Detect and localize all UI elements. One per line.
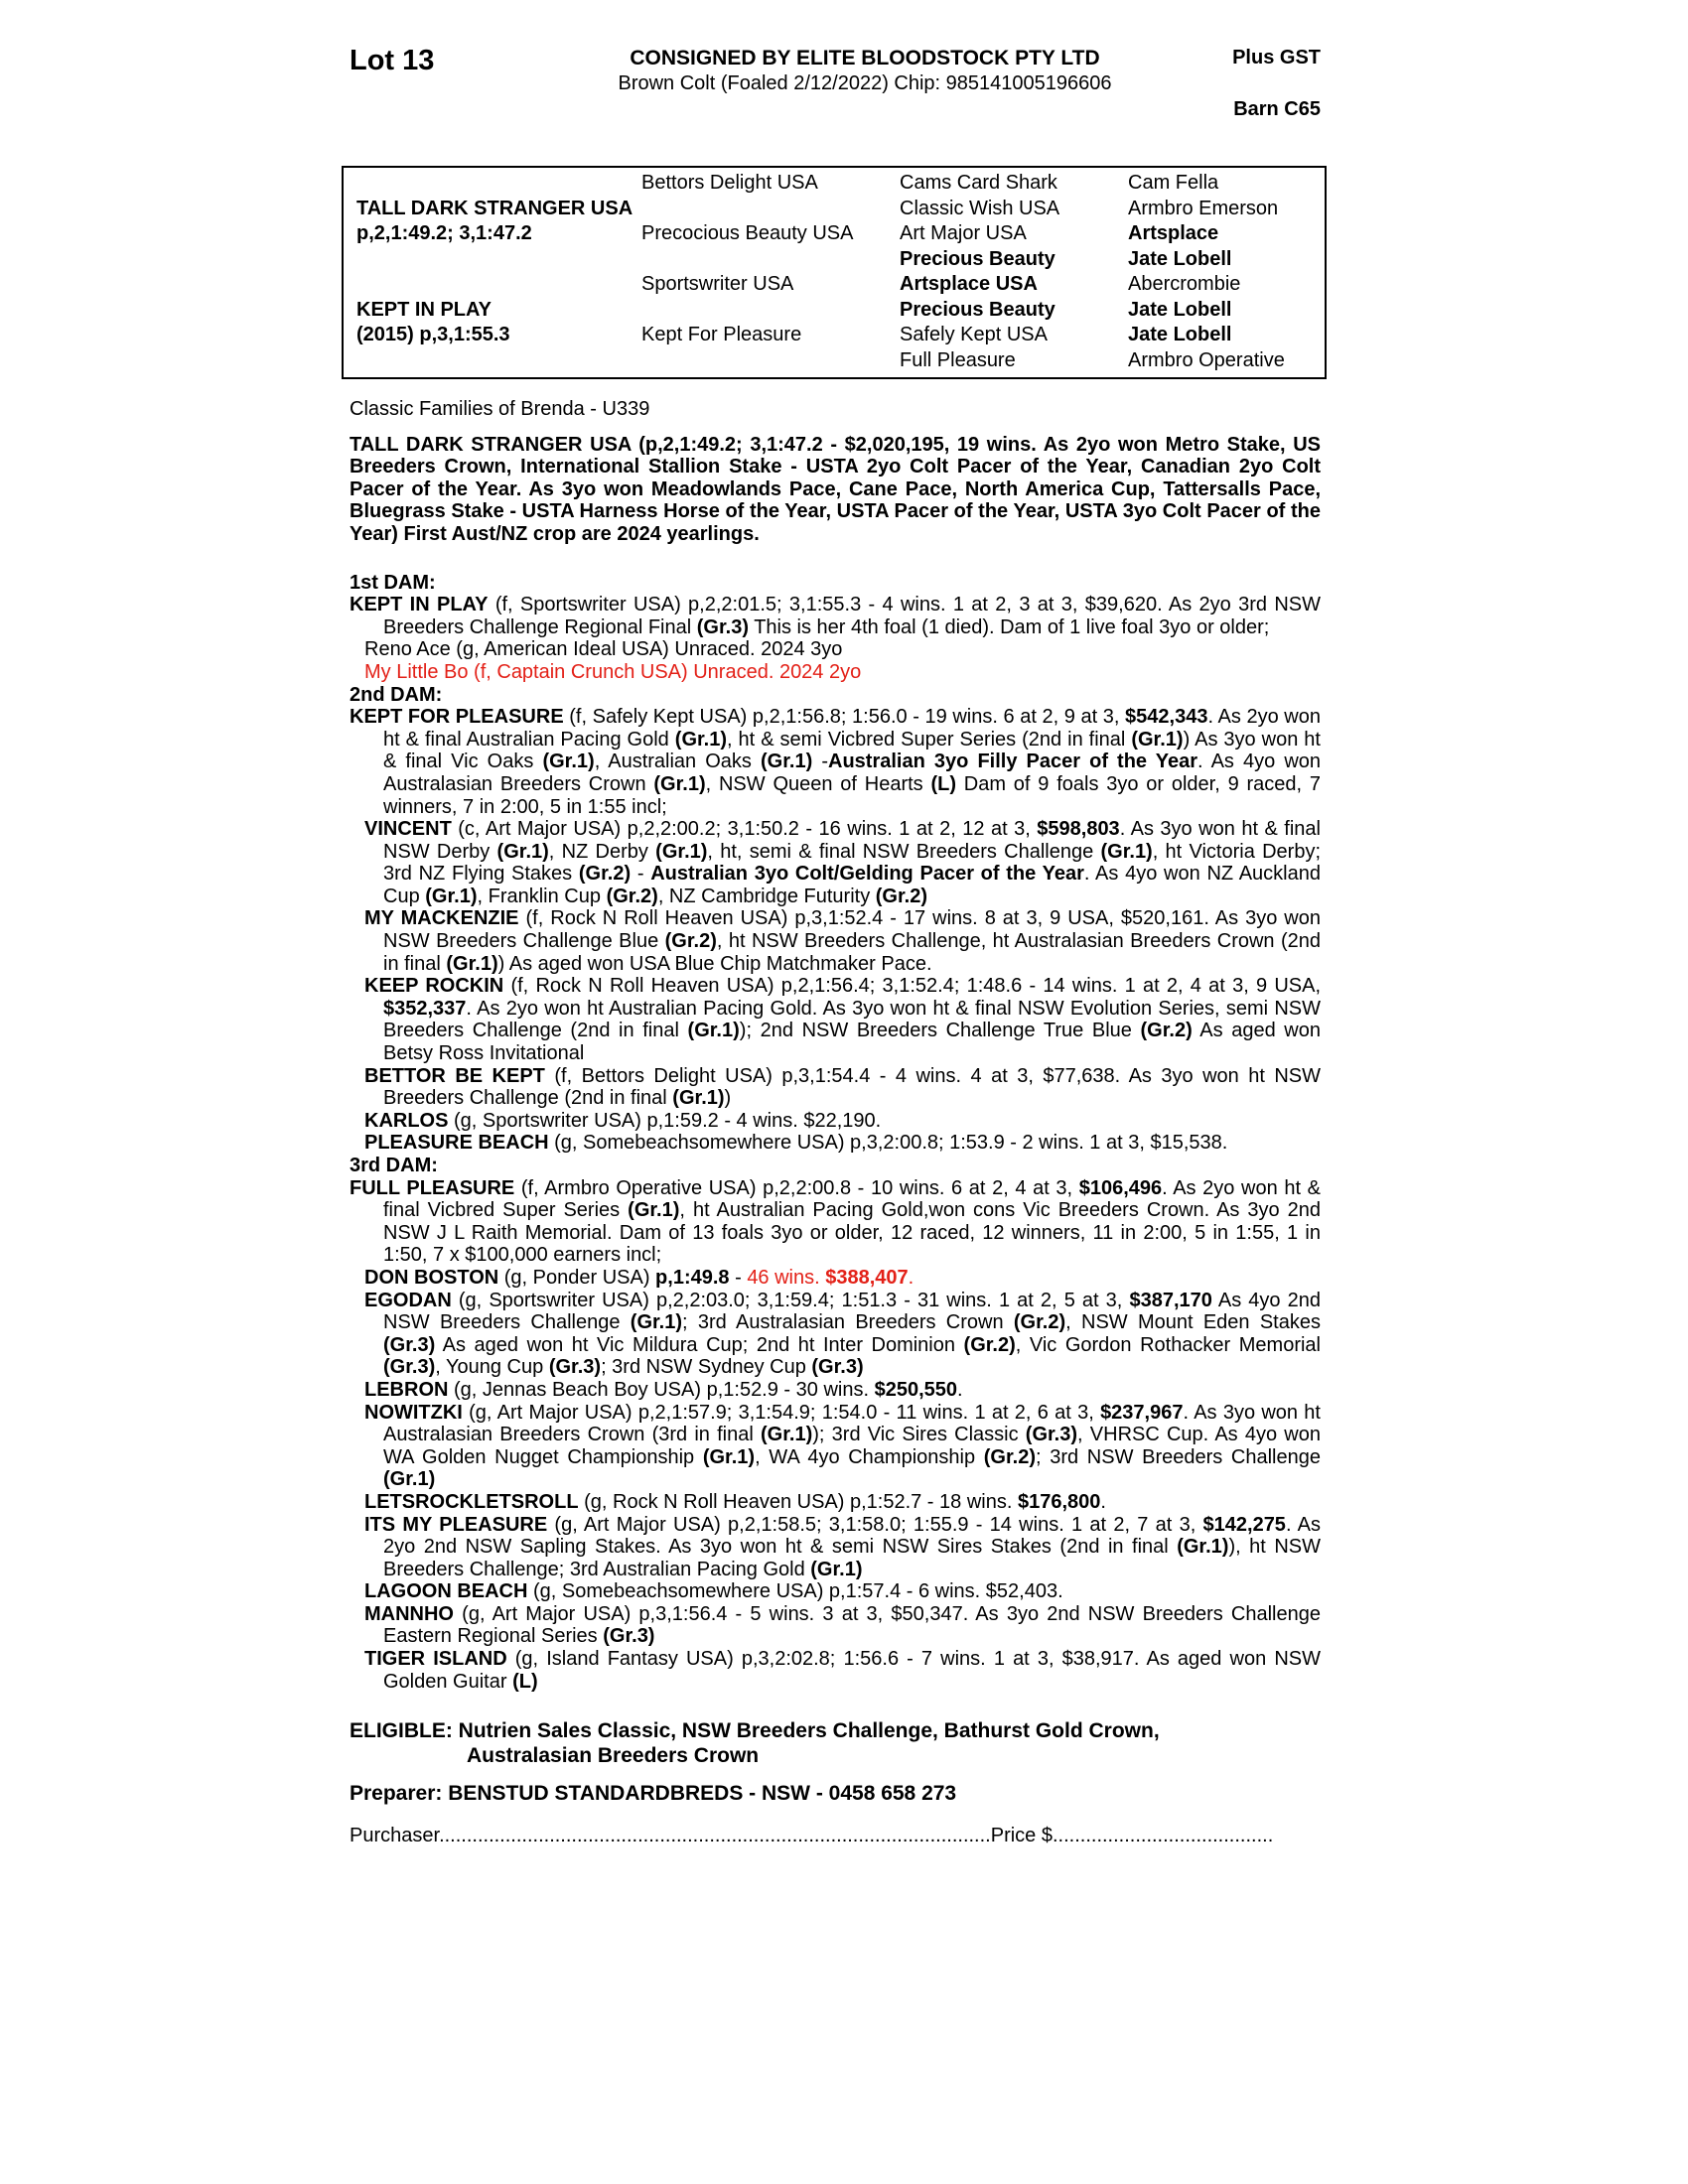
pedigree-cell: (2015) p,3,1:55.3 [356,324,510,345]
purchaser-label: Purchaser [350,1825,440,1847]
sire-paragraph: TALL DARK STRANGER USA (p,2,1:49.2; 3,1:47.2 - $2,020,195, 19 wins. As 2yo won Metro Stake, US Breeders Crown, International Stallion Stake - USTA 2yo Colt Pacer of the Year, Canadian 2yo Colt Pacer of the Year. As 3yo won Meadowlands Pace, Cane Pace, North America Cup, Tattersalls Pace, Bluegrass Stake - USTA Harness Horse of the Year, USTA Pacer of the Year, USTA 3yo Colt Pacer of the Year) First Aust/NZ crop are 2024 yearlings. [350,433,1321,545]
first-dam-heading: 1st DAM: [350,571,436,594]
dam-kept-for-pleasure: KEPT FOR PLEASURE (f, Safely Kept USA) p,2,1:56.8; 1:56.0 - 19 wins. 6 at 2, 9 at 3, $542,343. As 2yo won ht & final Australian Pacing Gold (Gr.1), ht & semi Vicbred Super Series (2nd in final (Gr.1)) As 3yo won ht & final Vic Oaks (Gr.1), Australian Oaks (Gr.1) -Australian 3yo Filly Pacer of the Year. As 4yo won Australasian Breeders Crown (Gr.1), NSW Queen of Hearts (L) Dam of 9 foals 3yo or older, 9 raced, 7 winners, 7 in 2:00, 5 in 1:55 incl; [350,706,1322,818]
pedigree-cell [344,171,641,197]
pedigree-table [342,166,1327,379]
progeny-egodan: EGODAN (g, Sportswriter USA) p,2,2:03.0; 3,1:59.4; 1:51.3 - 31 wins. 1 at 2, 5 at 3, $387,170 As 4yo 2nd NSW Breeders Challenge (Gr.1); 3rd Australasian Breeders Crown (Gr.2), NSW Mount Eden Stakes (Gr.3) As aged won ht Vic Mildura Cup; 2nd ht Inter Dominion (Gr.2), Vic Gordon Rothacker Memorial (Gr.3), Young Cup (Gr.3); 3rd NSW Sydney Cup (Gr.3) [364,1289,1321,1379]
eligibility-block [350,1718,1321,1768]
pedigree-cell: Art Major USA [900,222,1027,244]
pedigree-cell: Jate Lobell [1128,247,1232,270]
third-dam-heading: 3rd DAM: [350,1155,438,1176]
progeny-lebron: LEBRON (g, Jennas Beach Boy USA) p,1:52.9 - 30 wins. $250,550. [364,1378,963,1401]
pedigree-cell: Artsplace [1128,222,1219,244]
pedigree-cell: Full Pleasure [900,348,1016,371]
pedigree-cell: Bettors Delight USA [641,172,818,194]
header-right-block [1152,46,1321,122]
progeny-its-my-pleasure: ITS MY PLEASURE (g, Art Major USA) p,2,1:58.5; 3,1:58.0; 1:55.9 - 14 wins. 1 at 2, 7 at 3, $142,275. As 2yo 2nd NSW Sapling Stakes. As 3yo won ht & semi NSW Sires Stakes (2nd in final (Gr.1)), ht NSW Breeders Challenge; 3rd Australian Pacing Gold (Gr.1) [364,1513,1322,1580]
pedigree-cell: Precious Beauty [900,298,1055,321]
consignor-block [578,46,1152,96]
progeny-don-boston: DON BOSTON (g, Ponder USA) p,1:49.8 - 46 wins. $388,407. [364,1266,914,1289]
progeny-pleasure-beach: PLEASURE BEACH (g, Somebeachsomewhere USA) p,3,2:00.8; 1:53.9 - 2 wins. 1 at 3, $15,538. [364,1132,1228,1155]
progeny-bettor-be-kept: BETTOR BE KEPT (f, Bettors Delight USA) p,3,1:54.4 - 4 wins. 4 at 3, $77,638. As 3yo won ht NSW Breeders Challenge (2nd in final (Gr.1)) [364,1064,1322,1110]
dam-kept-in-play: KEPT IN PLAY (f, Sportswriter USA) p,2,2:01.5; 3,1:55.3 - 4 wins. 1 at 2, 3 at 3, $39,620. As 2yo 3rd NSW Breeders Challenge Regional Final (Gr.3) This is her 4th foal (1 died). Dam of 1 live foal 3yo or older; [350,594,1321,638]
pedigree-cell: Artsplace USA [900,273,1038,295]
progeny-mannho: MANNHO (g, Art Major USA) p,3,1:56.4 - 5 wins. 3 at 3, $50,347. As 3yo 2nd NSW Breeders Challenge Eastern Regional Series (Gr.3) [364,1602,1321,1648]
pedigree-cell: KEPT IN PLAY [356,298,492,321]
pedigree-cell: Safely Kept USA [900,324,1048,345]
pedigree-cell [641,197,900,222]
foal-my-little-bo: My Little Bo (f, Captain Crunch USA) Unraced. 2024 2yo [364,660,862,683]
price-dotted-line: ........................................ [1052,1825,1274,1847]
eligibility-line2: Australasian Breeders Crown [467,1744,760,1768]
purchaser-dotted-line: .................................................................................................... [439,1825,991,1847]
foal-details: Brown Colt (Foaled 2/12/2022) Chip: 985141005196606 [618,72,1112,94]
preparer-line: Preparer: BENSTUD STANDARDBREDS - NSW - 0458 658 273 [350,1782,957,1806]
eligibility-line1: ELIGIBLE: Nutrien Sales Classic, NSW Breeders Challenge, Bathurst Gold Crown, [350,1719,1160,1743]
pedigree-cell [641,298,900,324]
page-header [350,46,1321,122]
pedigree-cell: Kept For Pleasure [641,324,802,345]
pedigree-cell: p,2,1:49.2; 3,1:47.2 [356,222,532,244]
progeny-nowitzki: NOWITZKI (g, Art Major USA) p,2,1:57.9; 3,1:54.9; 1:54.0 - 11 wins. 1 at 2, 6 at 3, $237,967. As 3yo won ht Australasian Breeders Crown (3rd in final (Gr.1)); 3rd Vic Sires Classic (Gr.3), VHRSC Cup. As 4yo won WA Golden Nugget Championship (Gr.1), WA 4yo Championship (Gr.2); 3rd NSW Breeders Challenge (Gr.1) [364,1401,1321,1491]
pedigree-cell: Armbro Emerson [1128,197,1279,219]
dam-full-pleasure: FULL PLEASURE (f, Armbro Operative USA) p,2,2:00.8 - 10 wins. 6 at 2, 4 at 3, $106,496. As 2yo won ht & final Vicbred Super Series (Gr.1), ht Australian Pacing Gold,won cons Vic Breeders Crown. As 3yo 2nd NSW J L Raith Memorial. Dam of 13 foals 3yo or older, 12 raced, 12 winners, 11 in 2:00, 5 in 1:55, 1 in 1:50, 7 x $100,000 earners incl; [350,1176,1321,1267]
pedigree-cell: TALL DARK STRANGER USA [356,197,633,219]
pedigree-cell: Jate Lobell [1128,324,1232,345]
pedigree-cell [344,247,641,273]
price-label: Price $ [990,1825,1053,1847]
progeny-my-mackenzie: MY MACKENZIE (f, Rock N Roll Heaven USA) p,3,1:52.4 - 17 wins. 8 at 3, 9 USA, $520,161. As 3yo won NSW Breeders Challenge Blue (Gr.2), ht NSW Breeders Challenge, ht Australasian Breeders Crown (2nd in final (Gr.1)) As aged won USA Blue Chip Matchmaker Pace. [364,907,1321,975]
pedigree-cell: Classic Wish USA [900,197,1060,219]
progeny-vincent: VINCENT (c, Art Major USA) p,2,2:00.2; 3,1:50.2 - 16 wins. 1 at 2, 12 at 3, $598,803. As 3yo won ht & final NSW Derby (Gr.1), NZ Derby (Gr.1), ht, semi & final NSW Breeders Challenge (Gr.1), ht Victoria Derby; 3rd NZ Flying Stakes (Gr.2) - Australian 3yo Colt/Gelding Pacer of the Year. As 4yo won NZ Auckland Cup (Gr.1), Franklin Cup (Gr.2), NZ Cambridge Futurity (Gr.2) [364,818,1322,907]
foal-reno-ace: Reno Ace (g, American Ideal USA) Unraced. 2024 3yo [364,638,843,661]
purchaser-price-line [350,1825,1321,1847]
pedigree-cell [641,348,900,374]
barn-number: Barn C65 [1233,98,1321,120]
pedigree-cell [344,272,641,298]
progeny-lagoon-beach: LAGOON BEACH (g, Somebeachsomewhere USA) p,1:57.4 - 6 wins. $52,403. [364,1580,1063,1603]
progeny-tiger-island: TIGER ISLAND (g, Island Fantasy USA) p,3,2:02.8; 1:56.6 - 7 wins. 1 at 3, $38,917. As aged won NSW Golden Guitar (L) [364,1648,1321,1693]
pedigree-cell: Sportswriter USA [641,273,794,295]
pedigree-cell: Armbro Operative [1128,348,1285,371]
gst-note: Plus GST [1232,47,1321,68]
progeny-keep-rockin: KEEP ROCKIN (f, Rock N Roll Heaven USA) p,2,1:56.4; 3,1:52.4; 1:48.6 - 14 wins. 1 at 2, 4 at 3, 9 USA, $352,337. As 2yo won ht Australian Pacing Gold. As 3yo won ht & final NSW Evolution Series, semi NSW Breeders Challenge (2nd in final (Gr.1)); 2nd NSW Breeders Challenge True Blue (Gr.2) As aged won Betsy Ross Invitational [364,975,1322,1065]
consignor-line: CONSIGNED BY ELITE BLOODSTOCK PTY LTD [630,47,1100,69]
pedigree-cell [344,348,641,374]
pedigree-cell: Cam Fella [1128,172,1219,194]
pedigree-cell: Jate Lobell [1128,298,1232,321]
second-dam-heading: 2nd DAM: [350,683,443,706]
progeny-karlos: KARLOS (g, Sportswriter USA) p,1:59.2 - 4 wins. $22,190. [364,1109,882,1132]
pedigree-cell: Precious Beauty [900,247,1055,270]
pedigree-cell: Cams Card Shark [900,172,1057,194]
pedigree-cell: Precocious Beauty USA [641,222,854,244]
pedigree-cell: Abercrombie [1128,273,1241,295]
pedigree-cell [641,247,900,273]
lot-number: Lot 13 [350,45,435,76]
progeny-letsrockletsroll: LETSROCKLETSROLL (g, Rock N Roll Heaven USA) p,1:52.7 - 18 wins. $176,800. [364,1490,1106,1513]
family-reference: Classic Families of Brenda - U339 [350,398,650,420]
